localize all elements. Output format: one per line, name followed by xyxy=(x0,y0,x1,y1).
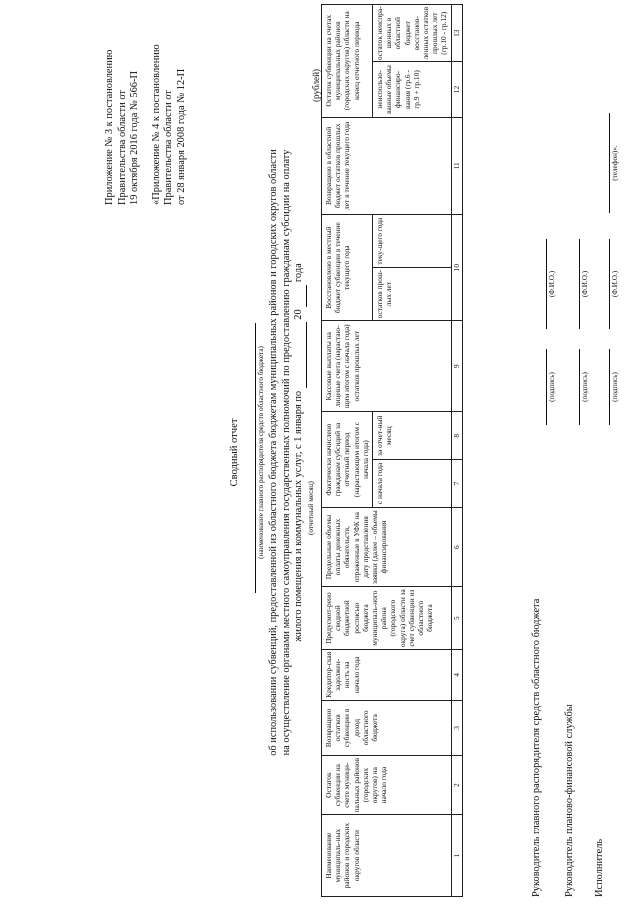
period-text: жилого помещения и коммунальных услуг, с 1 января по xyxy=(293,390,304,642)
header-cell-6: Предельные объемы оплаты денежных обязательств, отраженные в УФК на дату представления заявки (далее – объемы финансирования xyxy=(322,507,452,587)
report-subject-line: об использовании субвенций, предоставленной из областного бюджета бюджетам муниципальных районов и городских округов области xyxy=(268,149,279,756)
report-title: Сводный отчет xyxy=(229,418,240,487)
header-cell-4: Кредитор-ская задолжен-ность на начало года xyxy=(322,649,452,700)
month-blank xyxy=(293,322,307,388)
signature-caption: (подпись) xyxy=(581,372,589,402)
header-cell-11: Возвращено в областной бюджет остатков прошлых лет в течение текущего года xyxy=(322,117,452,215)
column-number: 1 xyxy=(451,815,462,897)
appendix-line: Правительства области от xyxy=(116,90,128,205)
units-label: (рублей) xyxy=(311,68,321,102)
header-cell-7-8: Фактически начислено гражданам субсидий за отчетный период (нарастающим итогом с начала года) xyxy=(322,412,373,507)
appendix-line: от 28 января 2008 года № 12-П xyxy=(175,68,187,205)
signature-line xyxy=(546,349,547,425)
fio-caption: (Ф.И.О.) xyxy=(581,270,589,298)
report-subject xyxy=(268,0,307,905)
report-table xyxy=(321,4,463,897)
header-cell-12-13: Остаток субвенции на счетах муниципальных районов (городских округов) области на конец отчетного периода xyxy=(322,5,373,118)
signature-caption: (подпись) xyxy=(548,372,556,402)
phone-caption: (телефон)». xyxy=(611,145,619,181)
column-number: 4 xyxy=(451,649,462,700)
column-number: 10 xyxy=(451,215,462,321)
header-cell-10a: остатков прош-лых лет xyxy=(373,268,452,321)
appendix-line: 19 октября 2016 года № 566-П xyxy=(129,71,140,205)
header-cell-13: остаток неиспра-шенных в областной бюджет восстанов-ленных остатков прошлых лет (гр.10 - гр.12) xyxy=(373,5,452,62)
column-number: 11 xyxy=(451,117,462,215)
header-cell-9: Кассовые выплаты на лицевые счета (нарастаю-щим итогом с начала года) остатков прошлых лет xyxy=(322,321,452,412)
header-cell-1: Наименование муниципаль-ных районов и городских округов области xyxy=(322,815,452,897)
column-number: 2 xyxy=(451,755,462,814)
fio-line xyxy=(609,239,610,329)
column-number: 6 xyxy=(451,507,462,587)
fio-line xyxy=(546,239,547,329)
fio-line xyxy=(579,239,580,329)
column-number: 13 xyxy=(451,5,462,62)
phone-line xyxy=(609,113,610,213)
column-number: 3 xyxy=(451,700,462,755)
header-cell-8: за отчет-ный месяц xyxy=(373,412,452,460)
year-prefix: 20 xyxy=(293,309,304,320)
signature-label-executor: Исполнитель xyxy=(594,838,605,897)
header-cell-3: Возвращено остатков субвенции в доход областного бюджета xyxy=(322,700,452,755)
header-cell-5: Предусмот-рено сводной бюджетной росписью бюджета муниципаль-ного района (городского округа) области за счет субвенции из областного бюджета xyxy=(322,587,452,650)
header-cell-2: Остаток субвенции на счете муници-пальных районов (городских округов) на начало года xyxy=(322,755,452,814)
appendix-header xyxy=(104,5,188,205)
header-cell-10b: теку-щего года xyxy=(373,215,452,268)
header-cell-10: Восстановлено в местный бюджет субвенции в течение текущего года xyxy=(322,215,373,321)
column-number: 9 xyxy=(451,321,462,412)
month-caption: (отчетный месяц) xyxy=(307,481,315,535)
signature-caption: (подпись) xyxy=(611,372,619,402)
column-number: 8 xyxy=(451,412,462,460)
header-cell-7: с начала года xyxy=(373,460,452,508)
year-blank xyxy=(293,285,307,307)
year-word: года xyxy=(293,263,304,283)
appendix-line: «Приложение № 4 к постановлению xyxy=(150,44,162,205)
distributor-caption: (наименование главного распорядителя средств областного бюджета) xyxy=(257,346,265,559)
appendix-line: Правительства области от xyxy=(163,90,174,205)
appendix-line: Приложение № 3 к постановлению xyxy=(104,49,115,205)
signature-line xyxy=(609,349,610,425)
column-number: 7 xyxy=(451,460,462,508)
signature-label-finance: Руководитель планово-финансовой службы xyxy=(564,704,575,897)
signature-label-head: Руководитель главного распорядителя средств областного бюджета xyxy=(531,598,542,897)
report-subject-line: на осуществление органами местного самоуправления государственных полномочий по предоставлению гражданам субсидии на оплату xyxy=(280,149,292,756)
column-number: 5 xyxy=(451,587,462,650)
report-subject-line xyxy=(293,0,307,905)
header-cell-12: неиспользо-ванные объемы финансиро-вания (гр.6 - гр.9 + гр.10) xyxy=(373,62,452,117)
fio-caption: (Ф.И.О.) xyxy=(548,270,556,298)
fio-caption: (Ф.И.О.) xyxy=(611,270,619,298)
distributor-line xyxy=(255,323,256,593)
column-number: 12 xyxy=(451,62,462,117)
signature-line xyxy=(579,349,580,425)
